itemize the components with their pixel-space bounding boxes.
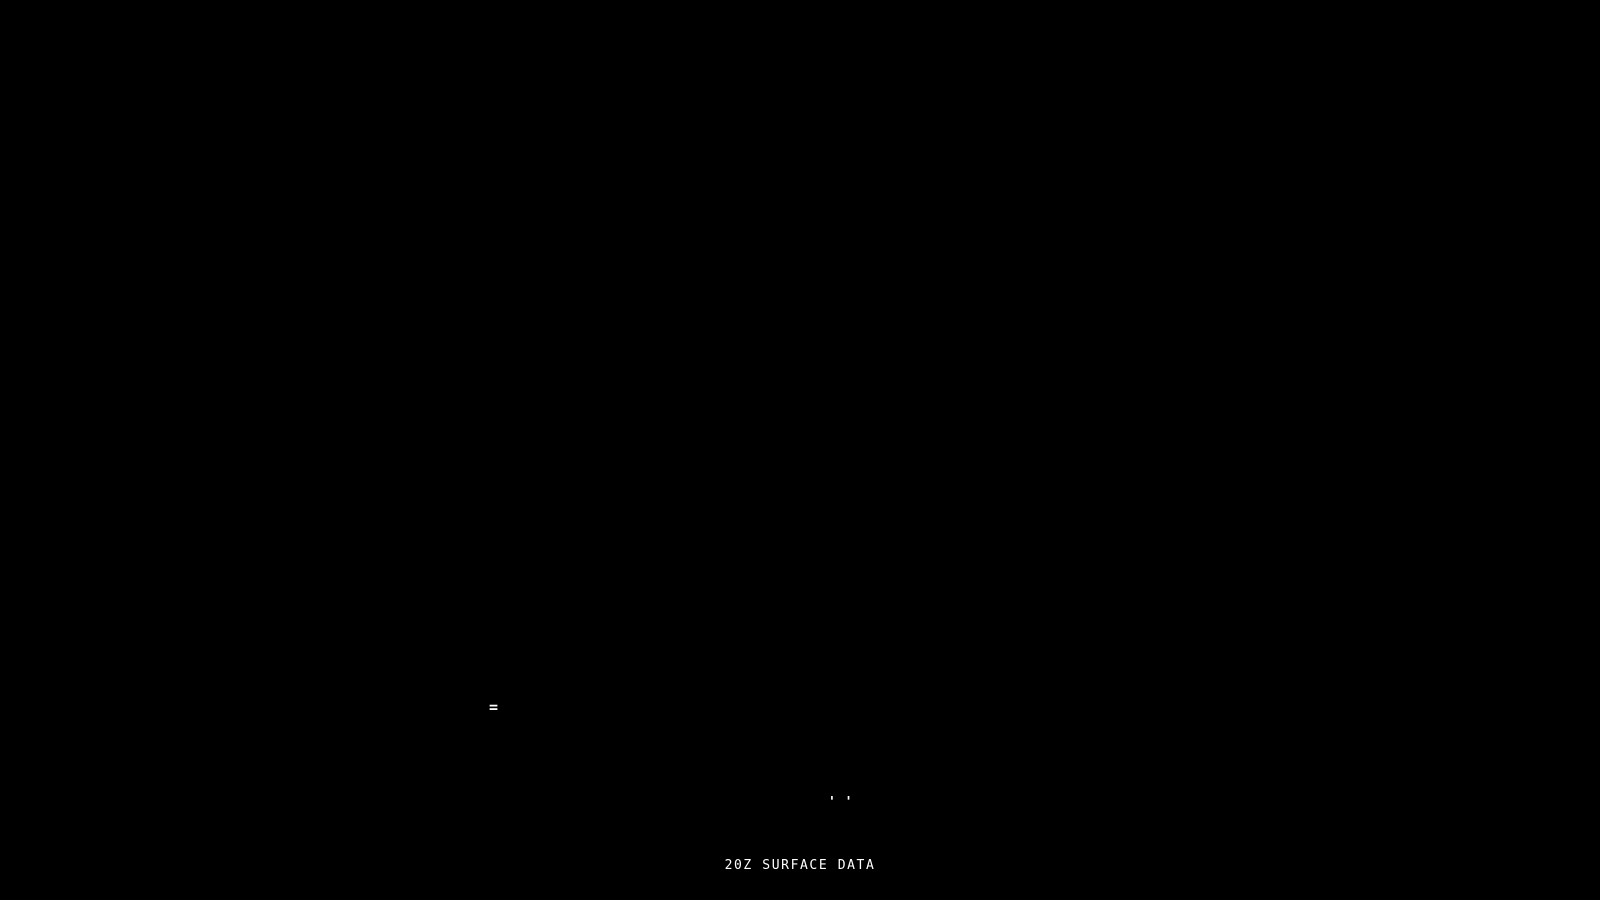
chart-caption: 20Z SURFACE DATA: [724, 858, 876, 873]
equals-mark-icon: =: [489, 698, 499, 716]
tick-mark-icon: ' ': [828, 795, 853, 810]
